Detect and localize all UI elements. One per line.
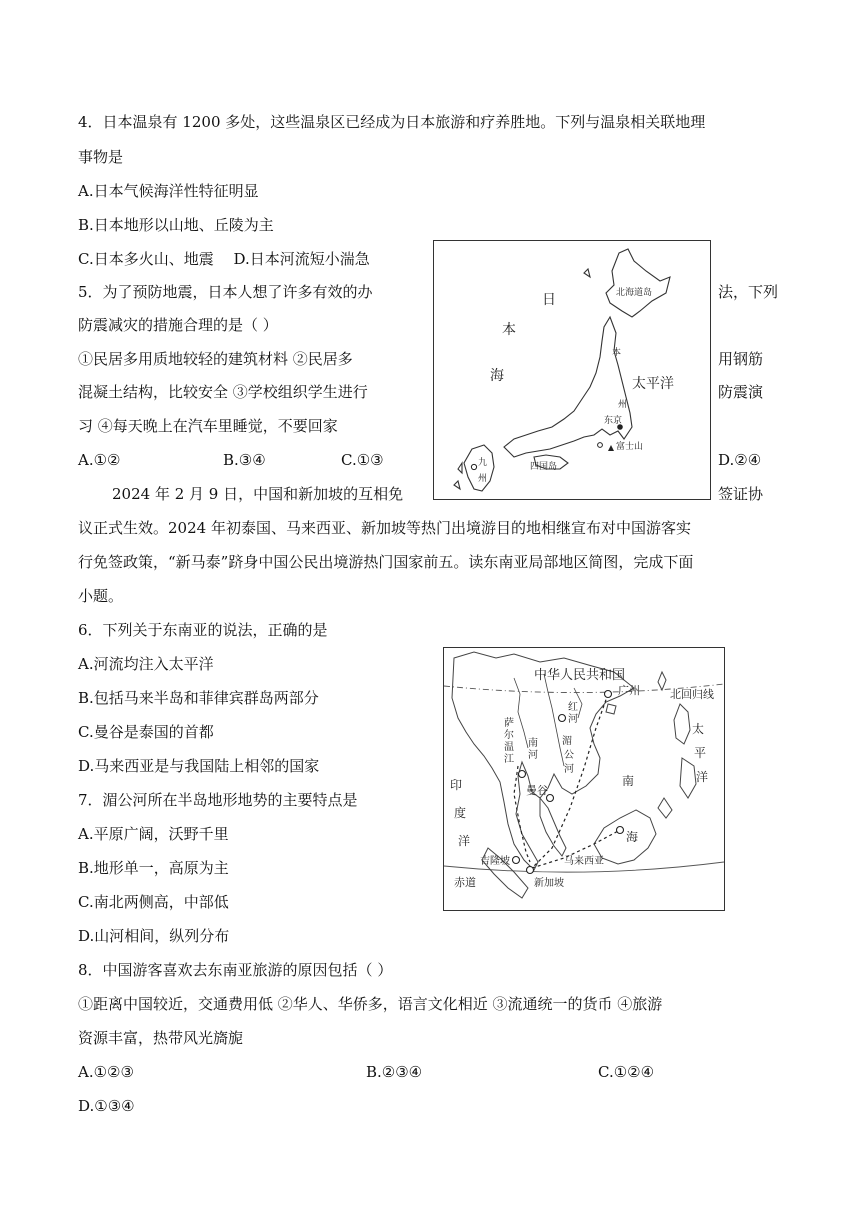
sea-label-salween-4: 江 (504, 754, 514, 765)
sea-label-china: 中华人民共和国 (534, 668, 626, 683)
sea-label-salween-3: 温 (504, 742, 514, 753)
q5-statement-line2: 混凝土结构，比较安全 ③学校组织学生进行 (78, 383, 368, 401)
q6-option-a: A.河流均注入太平洋 (78, 655, 214, 673)
japan-label-honshu-zhou: 州 (618, 400, 628, 410)
sea-label-red-river-1: 红 (568, 702, 578, 713)
q4-option-cd: C.日本多火山、地震 D.日本河流短小湍急 (78, 250, 370, 268)
q8-statement-line2: 资源丰富，热带风光旖旎 (78, 1029, 244, 1047)
sea-label-mekong-2: 公 (564, 750, 574, 761)
q5-stem-line1: 5．为了预防地震，日本人想了许多有效的办 (78, 283, 373, 301)
sea-label-red-river-2: 河 (568, 714, 578, 725)
japan-label-hai: 海 (490, 368, 504, 384)
sea-label-tropic: 北回归线 (670, 688, 714, 701)
q5-statement-line1-right: 用钢筋 (718, 350, 764, 368)
japan-label-pacific: 太平洋 (632, 376, 674, 392)
japan-label-shikoku: 四国岛 (530, 462, 558, 472)
sea-label-nanhe-1: 南 (528, 738, 538, 749)
japan-map-drawing (434, 241, 710, 499)
q5-stem-line1-right: 法，下列 (718, 283, 779, 301)
passage-line1-right: 签证协 (718, 485, 764, 503)
q7-stem: 7．湄公河所在半岛地形地势的主要特点是 (78, 791, 358, 809)
japan-label-honshu-ben: 本 (612, 348, 622, 358)
sea-label-guangzhou: 广州 (618, 684, 640, 697)
q4-stem-line1: 4．日本温泉有 1200 多处，这些温泉区已经成为日本旅游和疗养胜地。下列与温泉相关联地理 (78, 113, 706, 131)
japan-label-fuji: 富士山 (616, 442, 644, 452)
q7-option-d: D.山河相间，纵列分布 (78, 927, 230, 945)
japan-label-kyushu-jiu: 九 (478, 458, 488, 468)
q5-option-d: D.②④ (718, 451, 762, 469)
passage-line4: 小题。 (78, 587, 124, 605)
sea-label-pacific-1: 太 (692, 722, 705, 736)
sea-label-nanhe-2: 河 (528, 750, 538, 761)
q8-option-d: D.①③④ (78, 1097, 135, 1115)
southeast-asia-map (443, 647, 725, 911)
q4-option-b: B.日本地形以山地、丘陵为主 (78, 216, 274, 234)
q5-statement-line2-right: 防震演 (718, 383, 764, 401)
sea-label-indian-2: 度 (454, 806, 467, 820)
q5-option-a: A.①② (78, 451, 121, 469)
q6-stem: 6．下列关于东南亚的说法，正确的是 (78, 621, 328, 639)
q6-option-b: B.包括马来半岛和菲律宾群岛两部分 (78, 689, 319, 707)
q8-option-a: A.①②③ (78, 1063, 134, 1081)
q8-statement-line1: ①距离中国较近，交通费用低 ②华人、华侨多，语言文化相近 ③流通统一的货币 ④旅游 (78, 995, 663, 1013)
sea-label-salween-1: 萨 (504, 718, 514, 729)
q8-stem: 8．中国游客喜欢去东南亚旅游的原因包括（ ） (78, 961, 393, 979)
sea-label-salween-2: 尔 (504, 730, 514, 741)
japan-map (433, 240, 711, 500)
sea-label-mekong-3: 河 (564, 764, 574, 775)
q8-option-c: C.①②④ (598, 1063, 655, 1081)
q6-option-d: D.马来西亚是与我国陆上相邻的国家 (78, 757, 320, 775)
sea-label-malaysia: 马来西亚 (564, 856, 604, 867)
sea-label-singapore: 新加坡 (534, 878, 564, 889)
sea-label-equator: 赤道 (454, 876, 476, 889)
q5-option-b: B.③④ (223, 451, 266, 469)
q7-option-b: B.地形单一，高原为主 (78, 859, 229, 877)
sea-label-south-1: 南 (622, 774, 635, 788)
passage-line3: 行免签政策，“新马泰”跻身中国公民出境游热门国家前五。读东南亚局部地区简图，完成下面 (78, 553, 694, 571)
sea-label-south-2: 海 (626, 830, 639, 844)
japan-label-hokkaido: 北海道岛 (616, 288, 653, 298)
sea-label-indian-1: 印 (450, 778, 463, 792)
sea-label-indian-3: 洋 (458, 834, 471, 848)
q7-option-a: A.平原广阔，沃野千里 (78, 825, 229, 843)
passage-line2: 议正式生效。2024 年初泰国、马来西亚、新加坡等热门出境游目的地相继宣布对中国游客实 (78, 519, 691, 537)
q5-statement-line3: 习 ④每天晚上在汽车里睡觉，不要回家 (78, 417, 338, 435)
q5-stem-line2: 防震减灾的措施合理的是（ ） (78, 316, 278, 334)
q6-option-c: C.曼谷是泰国的首都 (78, 723, 214, 741)
japan-label-ri: 日 (542, 292, 556, 308)
japan-label-kyushu-zhou: 州 (478, 474, 488, 484)
japan-label-ben: 本 (502, 322, 516, 338)
passage-line1: 2024 年 2 月 9 日，中国和新加坡的互相免 (112, 485, 404, 503)
sea-label-pacific-2: 平 (694, 746, 707, 760)
sea-label-mekong-1: 湄 (562, 736, 572, 747)
q8-option-b: B.②③④ (366, 1063, 423, 1081)
sea-label-kuala-lumpur: 吉隆坡 (480, 856, 510, 867)
q4-stem-line2: 事物是 (78, 148, 124, 166)
sea-label-bangkok: 曼谷 (526, 784, 548, 797)
sea-label-pacific-3: 洋 (696, 770, 709, 784)
q4-option-a: A.日本气候海洋性特征明显 (78, 182, 259, 200)
q5-statement-line1: ①民居多用质地较轻的建筑材料 ②民居多 (78, 350, 353, 368)
japan-label-tokyo: 东京 (604, 416, 623, 426)
q5-option-c: C.①③ (341, 451, 384, 469)
q7-option-c: C.南北两侧高，中部低 (78, 893, 229, 911)
